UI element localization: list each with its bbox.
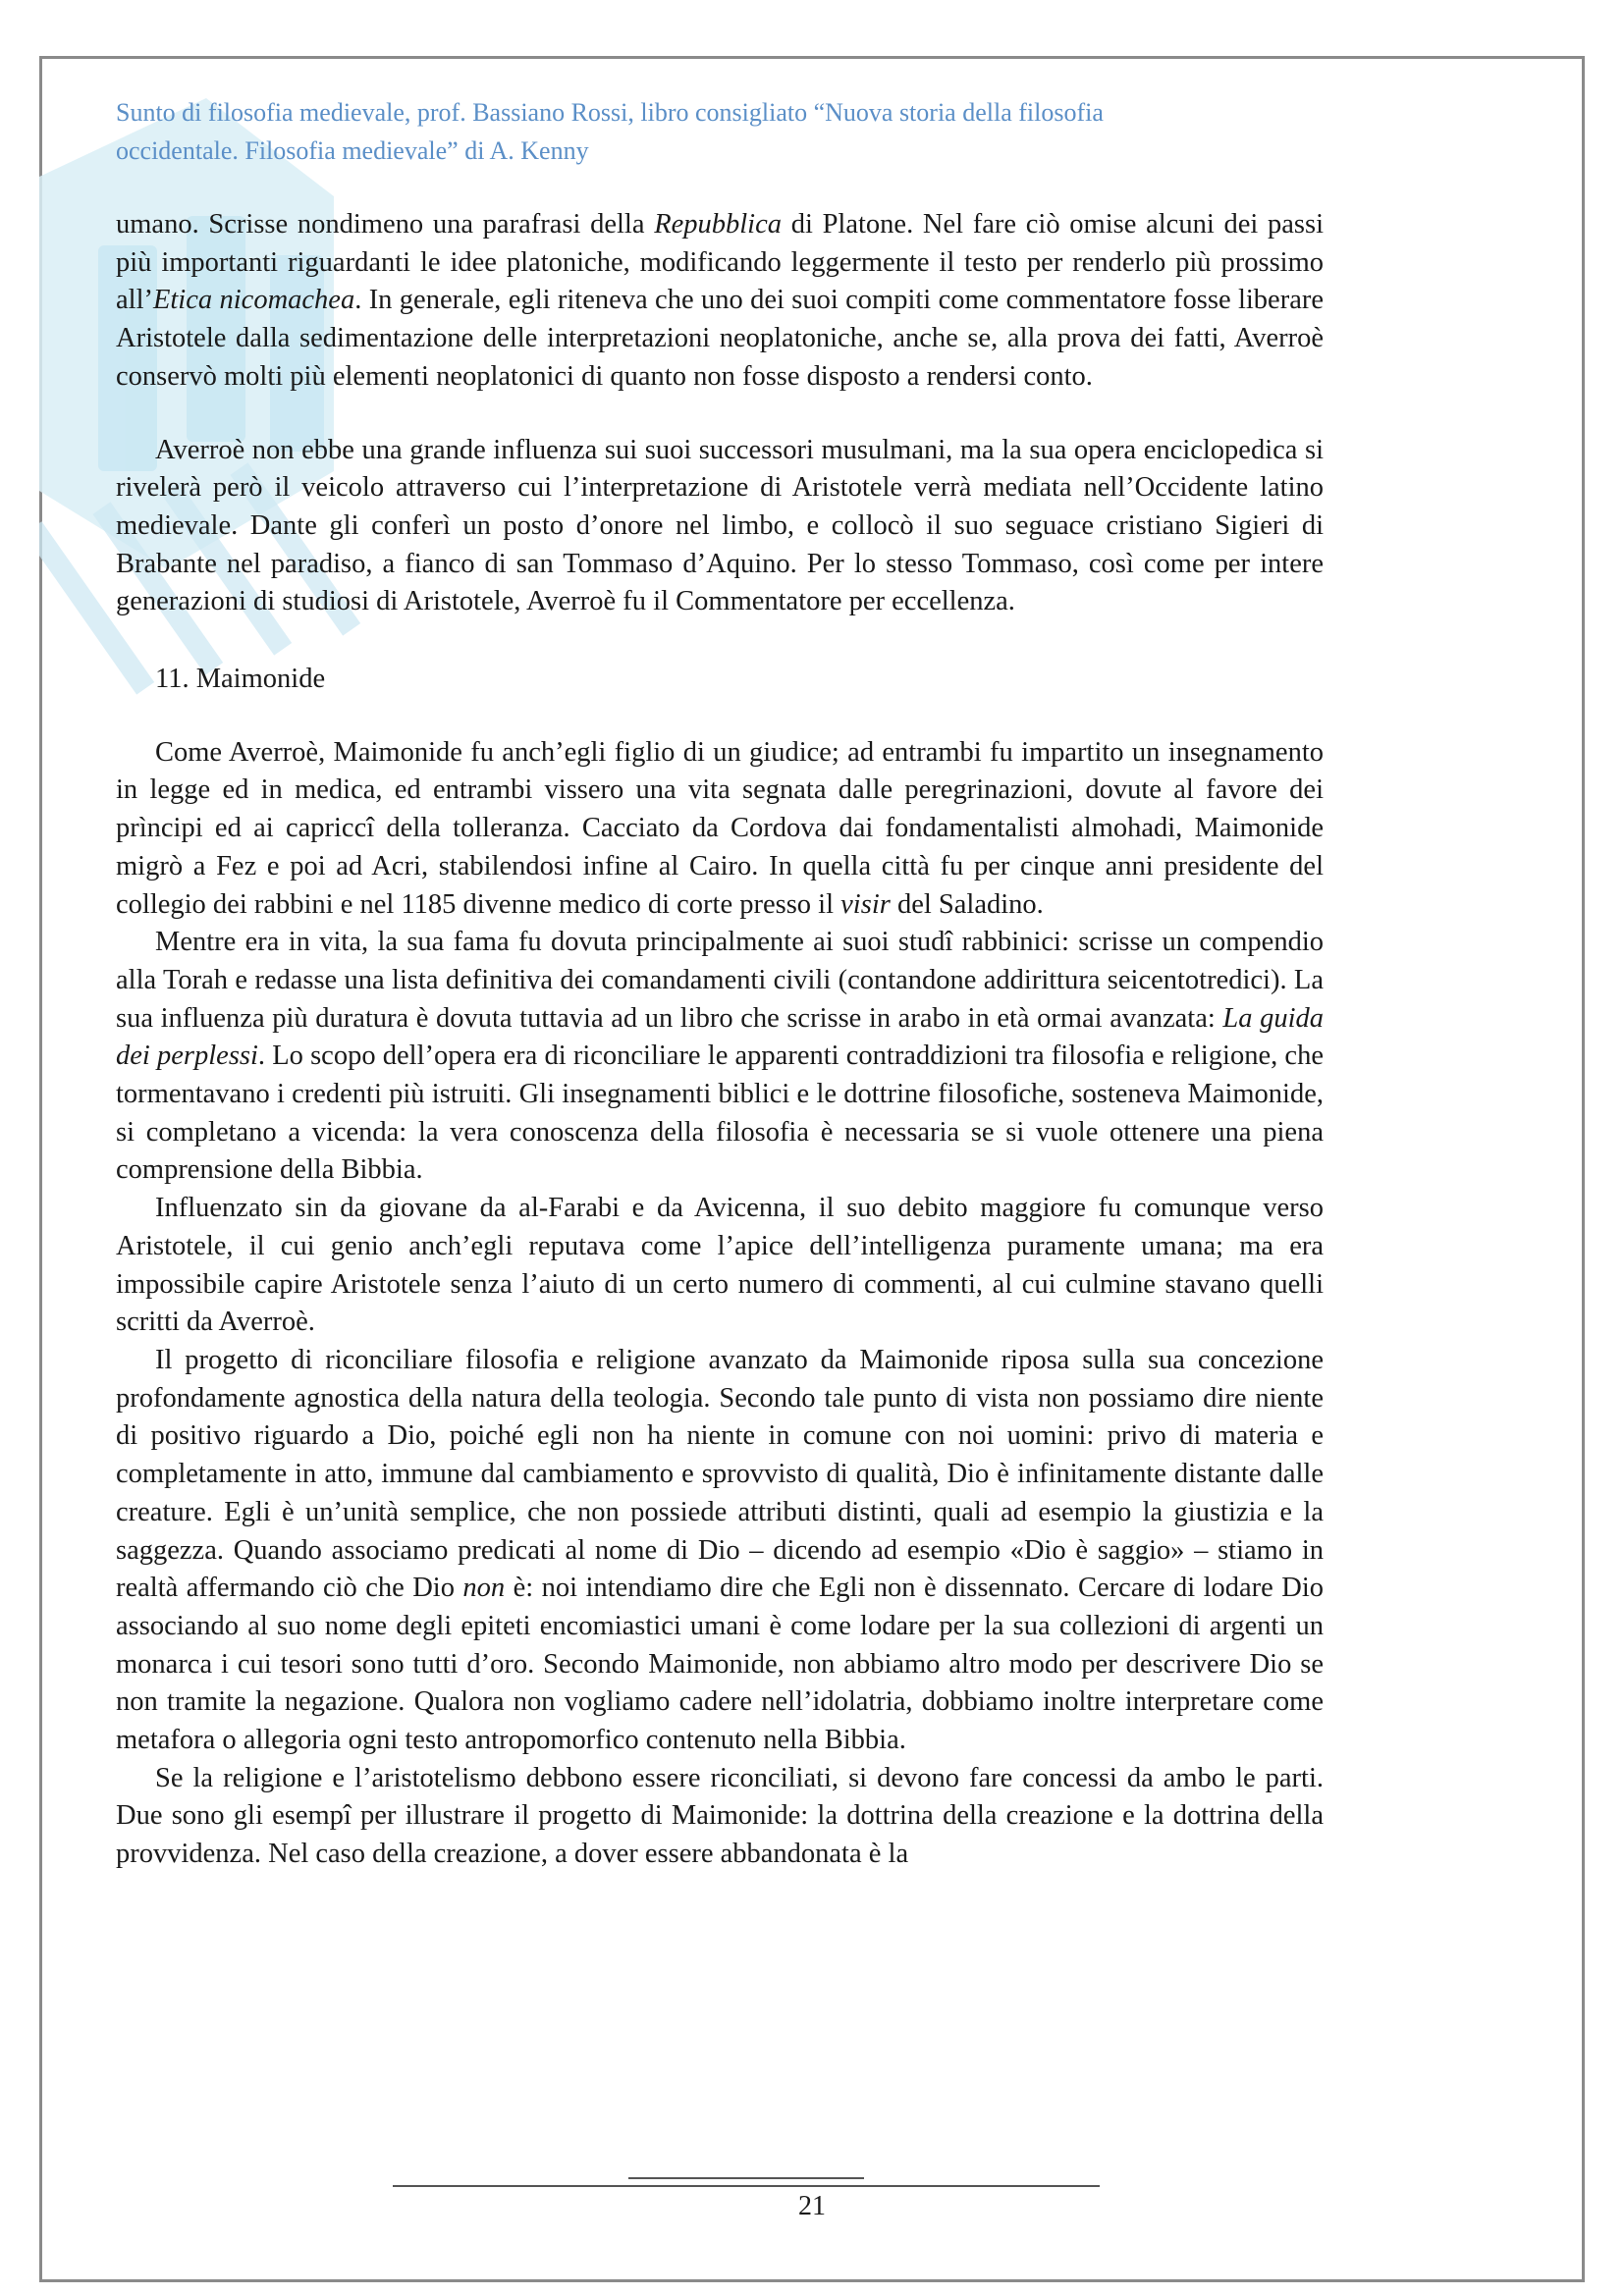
p3-text-c: del Saladino. [890, 888, 1044, 920]
p4-text-a: Mentre era in vita, la sua fama fu dovuta principalmente ai suoi studî rabbinici: scrisse un compendio alla Torah e redasse una lista definitiva dei comandamenti civili (contandone addirittura seicentotredici). La sua influenza più duratura è dovuta tuttavia ad un libro che scrisse in arabo in età ormai avanzata: [116, 927, 1324, 1034]
paragraph-6 [116, 1342, 1324, 1760]
p3-italic-visir: visir [840, 888, 891, 920]
p1-text-a: umano. Scrisse nondimeno una parafrasi della [116, 209, 655, 240]
paragraph-3 [116, 734, 1324, 925]
header-line-2: occidentale. Filosofia medievale” di A. Kenny [116, 136, 589, 165]
running-header [116, 93, 1324, 170]
paragraph-1 [116, 206, 1324, 397]
header-line-1: Sunto di filosofia medievale, prof. Bassiano Rossi, libro consigliato “Nuova storia della filosofia [116, 98, 1104, 127]
p4-italic-guida: La guida dei perplessi [116, 1002, 1324, 1072]
p3-text-a: Come Averroè, Maimonide fu anch’egli figlio di un giudice; ad entrambi fu impartito un insegnamento in legge ed in medica, ed entrambi vissero una vita segnata dalle peregrinazioni, dovute al favore dei prìncipi ed ai capriccî della tolleranza. Cacciato da Cordova dai fondamentalisti almohadi, Maimonide migrò a Fez e poi ad Acri, stabilendosi infine al Cairo. In quella città fu per cinque anni presidente del collegio dei rabbini e nel 1185 divenne medico di corte presso il [116, 736, 1324, 920]
p1-text-e: . In generale, egli riteneva che uno dei suoi compiti come commentatore fosse liberare Aristotele dalla sedimentazione delle interpretazioni neoplatoniche, anche se, alla prova dei fatti, Averroè conservò molti più elementi neoplatonici di quanto non fosse disposto a rendersi conto. [116, 285, 1324, 392]
body-text [116, 206, 1324, 1874]
p6-text-a: Il progetto di riconciliare filosofia e religione avanzato da Maimonide riposa sulla sua concezione profondamente agnostica della natura della teologia. Secondo tale punto di vista non possiamo dire niente di positivo riguardo a Dio, poiché egli non ha niente in comune con noi uomini: privo di materia e completamente in atto, immune dal cambiamento e sprovvisto di qualità, Dio è infinitamente distante dalle creature. Egli è un’unità semplice, che non possiede attributi distinti, quali ad esempio la giustizia e la saggezza. Quando associamo predicati al nome di Dio – dicendo ad esempio «Dio è saggio» – stiamo in realtà affermando ciò che Dio [116, 1344, 1324, 1604]
p1-text-c: di Platone. Nel fare ciò omise alcuni dei passi più importanti riguardanti le idee platoniche, modificando leggermente il testo per renderlo più prossimo all’ [116, 209, 1324, 316]
section-heading: 11. Maimonide [155, 664, 326, 695]
p1-italic-etica: Etica nicomachea [152, 285, 355, 316]
p6-text-c: è: noi intendiamo dire che Egli non è dissennato. Cercare di lodare Dio associando al suo nome degli epiteti encomiastici umani è come lodare per la sua collezioni di argenti un monarca i cui tesori sono tutti d’oro. Secondo Maimonide, non abbiamo altro modo per descrivere Dio se non tramite la negazione. Qualora non vogliamo cadere nell’idolatria, dobbiamo inoltre interpretare come metafora o allegoria ogni testo antropomorfico contenuto nella Bibbia. [116, 1573, 1325, 1756]
paragraph-7: Se la religione e l’aristotelismo debbono essere riconciliati, si devono fare concessi da ambo le parti. Due sono gli esempî per illustrare il progetto di Maimonide: la dottrina della creazione e la dottrina della provvidenza. Nel caso della creazione, a dover essere abbandonata è la [116, 1762, 1324, 1870]
p6-italic-non: non [462, 1573, 506, 1604]
p1-italic-repubblica: Repubblica [654, 209, 782, 240]
footer-rule-short [628, 2177, 864, 2179]
page-number: 21 [798, 2191, 826, 2221]
paragraph-4 [116, 924, 1324, 1190]
footer-rule-long [393, 2185, 1100, 2187]
paragraph-2: Averroè non ebbe una grande influenza sui suoi successori musulmani, ma la sua opera enciclopedica si rivelerà però il veicolo attraverso cui l’interpretazione di Aristotele verrà mediata nell’Occidente latino medievale. Dante gli conferì un posto d’onore nel limbo, e collocò il suo seguace cristiano Sigieri di Brabante nel paradiso, a fianco di san Tommaso d’Aquino. Per lo stesso Tommaso, così come per intere generazioni di studiosi di Aristotele, Averroè fu il Commentatore per eccellenza. [116, 434, 1324, 617]
p4-text-c: . Lo scopo dell’opera era di riconciliare le apparenti contraddizioni tra filosofia e religione, che tormentavano i credenti più istruiti. Gli insegnamenti biblici e le dottrine filosofiche, sosteneva Maimonide, si completano a vicenda: la vera conoscenza della filosofia è necessaria se si vuole ottenere una piena comprensione della Bibbia. [116, 1041, 1324, 1186]
paragraph-5: Influenzato sin da giovane da al-Farabi e da Avicenna, il suo debito maggiore fu comunque verso Aristotele, il cui genio anch’egli reputava come l’apice dell’intelligenza puramente umana; ma era impossibile capire Aristotele senza l’aiuto di un certo numero di commenti, al cui culmine stavano quelli scritti da Averroè. [116, 1193, 1324, 1338]
